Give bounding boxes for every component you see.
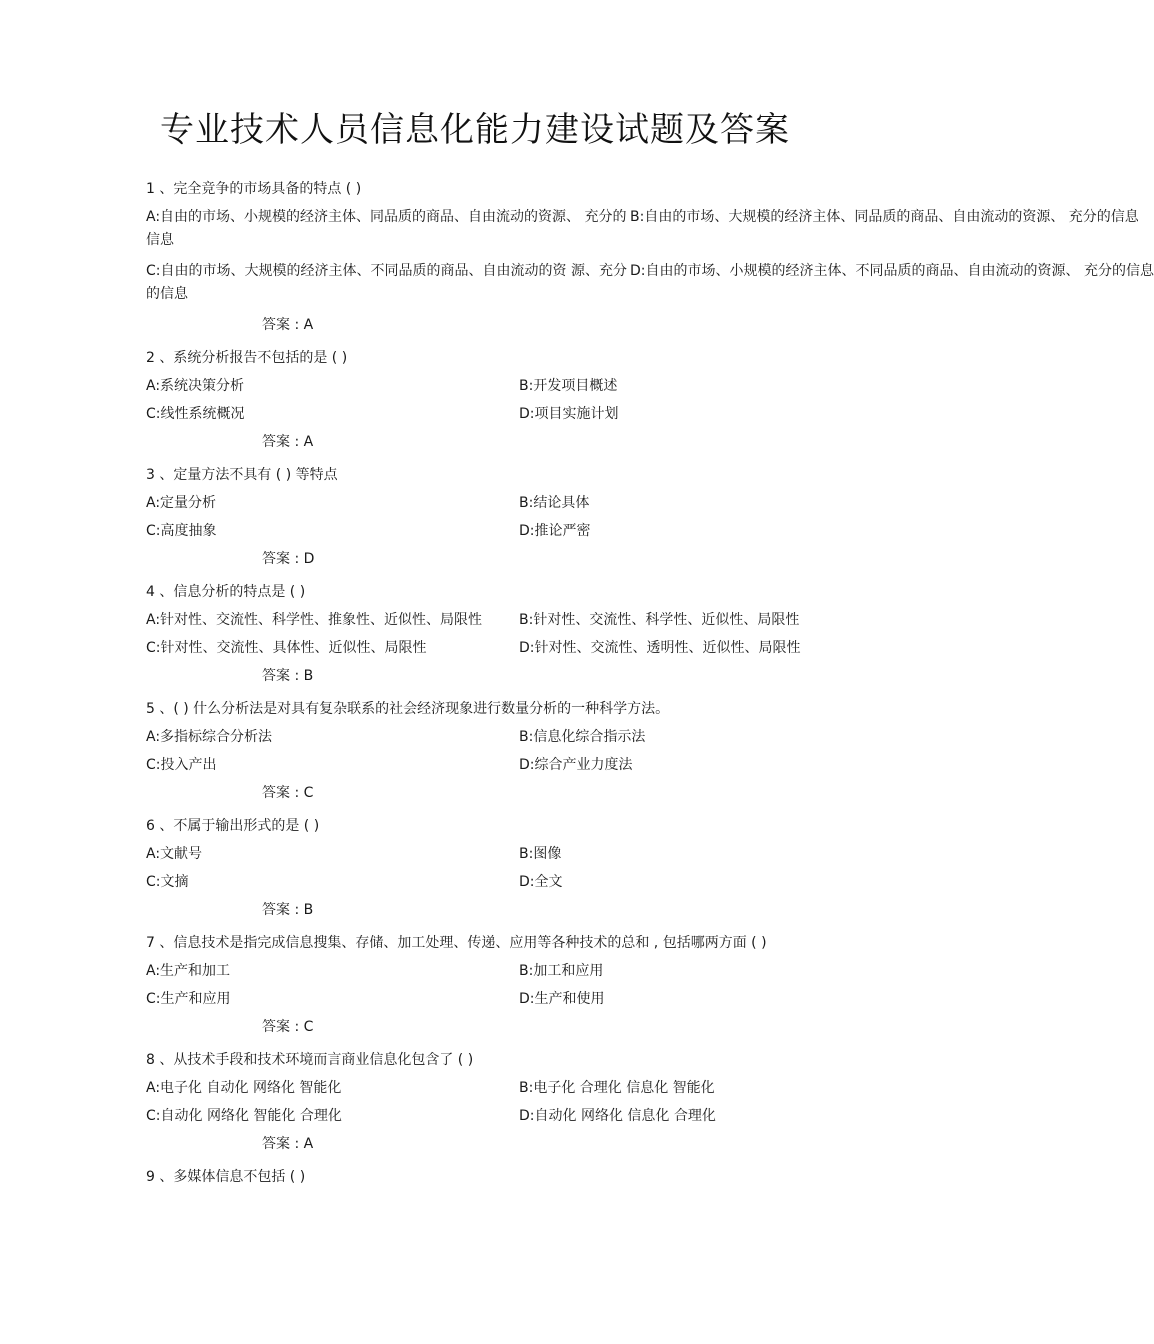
- option-b: B:自由的市场、大规模的经济主体、同品质的商品、自由流动的资源、 充分的信息: [630, 209, 1139, 225]
- option-b: B:结论具体: [519, 495, 590, 511]
- option-a: A:生产和加工: [146, 963, 231, 979]
- option-d: D:综合产业力度法: [519, 757, 633, 773]
- option-a: A:多指标综合分析法: [146, 729, 273, 745]
- option-c: C:线性系统概况: [146, 406, 245, 422]
- option-c: C:生产和应用: [146, 991, 231, 1007]
- option-row: [146, 754, 950, 776]
- option-b: B:加工和应用: [519, 963, 604, 979]
- option-row: [146, 1105, 950, 1127]
- option-row: [146, 726, 950, 748]
- option-row: [146, 260, 1154, 306]
- option-b: B:开发项目概述: [519, 378, 618, 394]
- option-row: [146, 492, 950, 514]
- option-c: C:自由的市场、大规模的经济主体、不同品质的商品、自由流动的资 源、充分的信息: [146, 263, 627, 302]
- question-9: [146, 1166, 950, 1188]
- option-row: [146, 206, 1139, 252]
- option-row: [146, 1077, 950, 1099]
- option-c: C:自动化 网络化 智能化 合理化: [146, 1108, 342, 1124]
- option-b: B:图像: [519, 846, 562, 862]
- option-a: A:文献号: [146, 846, 203, 862]
- option-row: [146, 637, 950, 659]
- question-stem: 5 、( ) 什么分析法是对具有复杂联系的社会经济现象进行数量分析的一种科学方法。: [146, 701, 670, 717]
- option-c: C:文摘: [146, 874, 189, 890]
- option-a: A:针对性、交流性、科学性、推象性、近似性、局限性: [146, 612, 483, 628]
- option-a: A:定量分析: [146, 495, 217, 511]
- question-6: [146, 815, 950, 921]
- option-b: B:针对性、交流性、科学性、近似性、局限性: [519, 612, 800, 628]
- option-b: B:信息化综合指示法: [519, 729, 646, 745]
- answer: 答案 : B: [262, 668, 314, 684]
- option-row: [146, 988, 950, 1010]
- option-row: [146, 871, 950, 893]
- option-row: [146, 520, 950, 542]
- option-a: A:系统决策分析: [146, 378, 245, 394]
- question-stem: 8 、从技术手段和技术环境而言商业信息化包含了 ( ): [146, 1052, 474, 1068]
- answer: 答案 : A: [262, 317, 314, 333]
- answer: 答案 : B: [262, 902, 314, 918]
- question-stem: 9 、多媒体信息不包括 ( ): [146, 1169, 306, 1185]
- question-3: [146, 464, 950, 570]
- answer: 答案 : A: [262, 1136, 314, 1152]
- option-a: A:电子化 自动化 网络化 智能化: [146, 1080, 342, 1096]
- question-stem: 6 、不属于输出形式的是 ( ): [146, 818, 320, 834]
- question-stem: 4 、信息分析的特点是 ( ): [146, 584, 306, 600]
- question-stem: 7 、信息技术是指完成信息搜集、存储、加工处理、传递、应用等各种技术的总和 , 包括哪两方面 ( ): [146, 935, 767, 951]
- answer: 答案 : A: [262, 434, 314, 450]
- question-8: [146, 1049, 950, 1155]
- option-row: [146, 960, 950, 982]
- option-c: C:针对性、交流性、具体性、近似性、局限性: [146, 640, 427, 656]
- option-row: [146, 843, 950, 865]
- option-d: D:项目实施计划: [519, 406, 619, 422]
- option-row: [146, 403, 950, 425]
- option-row: [146, 375, 950, 397]
- question-4: [146, 581, 950, 687]
- question-stem: 2 、系统分析报告不包括的是 ( ): [146, 350, 348, 366]
- question-5: [146, 698, 950, 804]
- question-stem: 1 、完全竞争的市场具备的特点 ( ): [146, 181, 362, 197]
- answer: 答案 : D: [262, 551, 315, 567]
- option-c: C:高度抽象: [146, 523, 217, 539]
- option-b: B:电子化 合理化 信息化 智能化: [519, 1080, 715, 1096]
- option-d: D:全文: [519, 874, 563, 890]
- option-d: D:推论严密: [519, 523, 591, 539]
- answer: 答案 : C: [262, 1019, 314, 1035]
- question-list: [146, 178, 1154, 1199]
- option-c: C:投入产出: [146, 757, 217, 773]
- option-a: A:自由的市场、小规模的经济主体、同品质的商品、自由流动的资源、 充分的信息: [146, 209, 627, 248]
- option-row: [146, 609, 950, 631]
- option-d: D:自动化 网络化 信息化 合理化: [519, 1108, 716, 1124]
- option-d: D:针对性、交流性、透明性、近似性、局限性: [519, 640, 801, 656]
- question-stem: 3 、定量方法不具有 ( ) 等特点: [146, 467, 338, 483]
- answer: 答案 : C: [262, 785, 314, 801]
- question-7: [146, 932, 950, 1038]
- question-1: [146, 178, 1154, 336]
- option-d: D:生产和使用: [519, 991, 605, 1007]
- document-title: 专业技术人员信息化能力建设试题及答案: [160, 110, 790, 150]
- option-d: D:自由的市场、小规模的经济主体、不同品质的商品、自由流动的资源、 充分的信息: [630, 263, 1154, 279]
- question-2: [146, 347, 950, 453]
